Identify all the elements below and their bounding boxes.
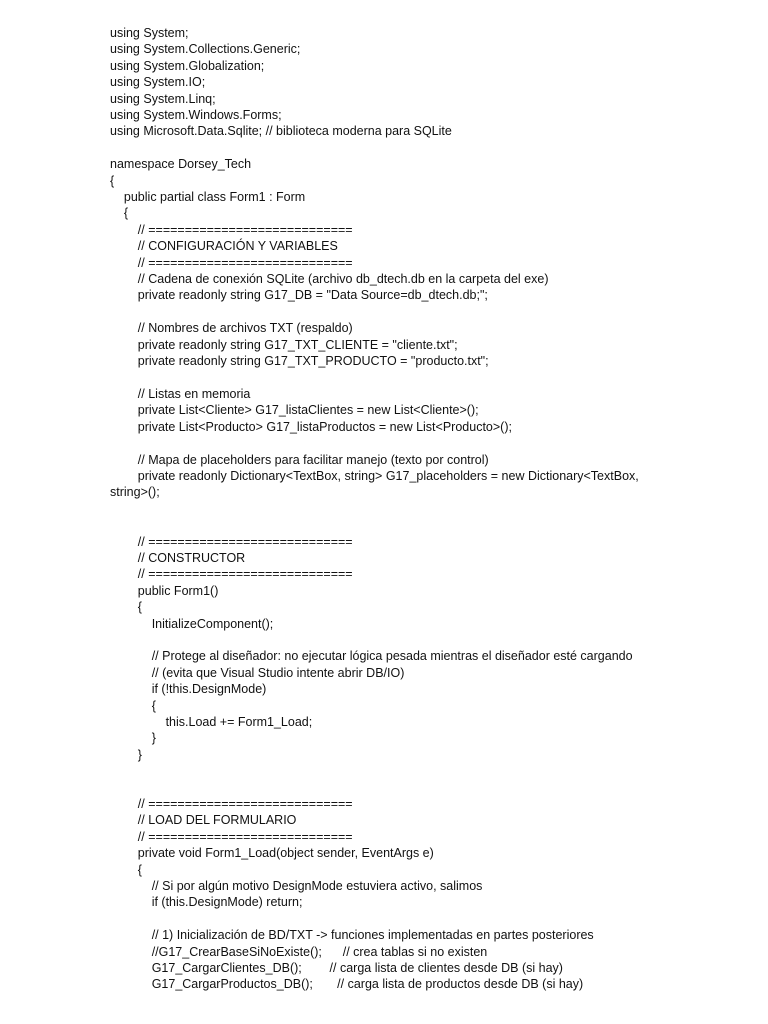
- code-line: [110, 780, 670, 796]
- code-line: // CONFIGURACIÓN Y VARIABLES: [110, 239, 338, 254]
- code-line: }: [110, 731, 156, 746]
- code-line: string>();: [110, 485, 160, 500]
- code-line: if (!this.DesignMode): [110, 682, 267, 697]
- code-line: using System;: [110, 26, 189, 40]
- code-line: [110, 632, 670, 648]
- code-line: }: [110, 747, 142, 762]
- code-line: namespace Dorsey_Tech: [110, 157, 252, 172]
- code-line: private List<Cliente> G17_listaClientes = new List<Cliente>();: [110, 403, 479, 418]
- code-line: // Protege al diseñador: no ejecutar lógica pesada mientras el diseñador esté cargando: [110, 649, 633, 664]
- code-line: // Cadena de conexión SQLite (archivo db_dtech.db en la carpeta del exe): [110, 272, 549, 287]
- code-line: // ============================: [110, 796, 353, 811]
- code-line: private readonly string G17_TXT_CLIENTE = "cliente.txt";: [110, 337, 458, 352]
- code-line: // LOAD DEL FORMULARIO: [110, 813, 297, 828]
- code-line: {: [110, 698, 156, 713]
- code-line: {: [110, 206, 129, 221]
- code-line: // ============================: [110, 567, 353, 582]
- code-line: private readonly string G17_DB = "Data Source=db_dtech.db;";: [110, 288, 488, 303]
- code-line: // ============================: [110, 222, 353, 237]
- code-line: using System.Linq;: [110, 91, 216, 106]
- code-line: this.Load += Form1_Load;: [110, 714, 313, 729]
- code-line: public Form1(): [110, 583, 219, 598]
- code-line: [110, 911, 670, 927]
- code-line: private readonly string G17_TXT_PRODUCTO = "producto.txt";: [110, 354, 489, 369]
- code-line: {: [110, 173, 115, 188]
- code-line: [110, 763, 670, 779]
- code-line: using Microsoft.Data.Sqlite; // biblioteca moderna para SQLite: [110, 124, 452, 139]
- code-line: InitializeComponent();: [110, 616, 274, 631]
- code-line: // 1) Inicialización de BD/TXT -> funciones implementadas en partes posteriores: [110, 928, 594, 943]
- code-line: // Mapa de placeholders para facilitar manejo (texto por control): [110, 452, 489, 467]
- code-line: private void Form1_Load(object sender, EventArgs e): [110, 846, 434, 861]
- code-line: // ============================: [110, 534, 353, 549]
- code-line: // ============================: [110, 829, 353, 844]
- code-line: [110, 304, 670, 320]
- code-listing: [110, 25, 670, 993]
- code-line: // CONSTRUCTOR: [110, 550, 246, 565]
- code-line: {: [110, 600, 142, 615]
- code-line: [110, 517, 670, 533]
- code-line: using System.Collections.Generic;: [110, 42, 301, 57]
- code-line: // (evita que Visual Studio intente abrir DB/IO): [110, 665, 405, 680]
- code-line: {: [110, 862, 142, 877]
- code-line: [110, 435, 670, 451]
- code-line: using System.Windows.Forms;: [110, 108, 282, 123]
- code-line: // Si por algún motivo DesignMode estuviera activo, salimos: [110, 878, 483, 893]
- code-line: public partial class Form1 : Form: [110, 190, 306, 205]
- code-line: using System.Globalization;: [110, 58, 265, 73]
- code-line: using System.IO;: [110, 75, 206, 90]
- code-line: if (this.DesignMode) return;: [110, 895, 303, 910]
- code-line: // Listas en memoria: [110, 386, 251, 401]
- code-line: [110, 140, 670, 156]
- code-line: // ============================: [110, 255, 353, 270]
- code-line: G17_CargarProductos_DB(); // carga lista de productos desde DB (si hay): [110, 977, 584, 992]
- code-line: private List<Producto> G17_listaProductos = new List<Producto>();: [110, 419, 512, 434]
- code-line: [110, 501, 670, 517]
- code-line: [110, 370, 670, 386]
- code-line: private readonly Dictionary<TextBox, string> G17_placeholders = new Dictionary<TextBox,: [110, 468, 639, 483]
- code-line: G17_CargarClientes_DB(); // carga lista de clientes desde DB (si hay): [110, 961, 563, 975]
- code-line: //G17_CrearBaseSiNoExiste(); // crea tablas si no existen: [110, 944, 488, 959]
- code-line: // Nombres de archivos TXT (respaldo): [110, 321, 353, 336]
